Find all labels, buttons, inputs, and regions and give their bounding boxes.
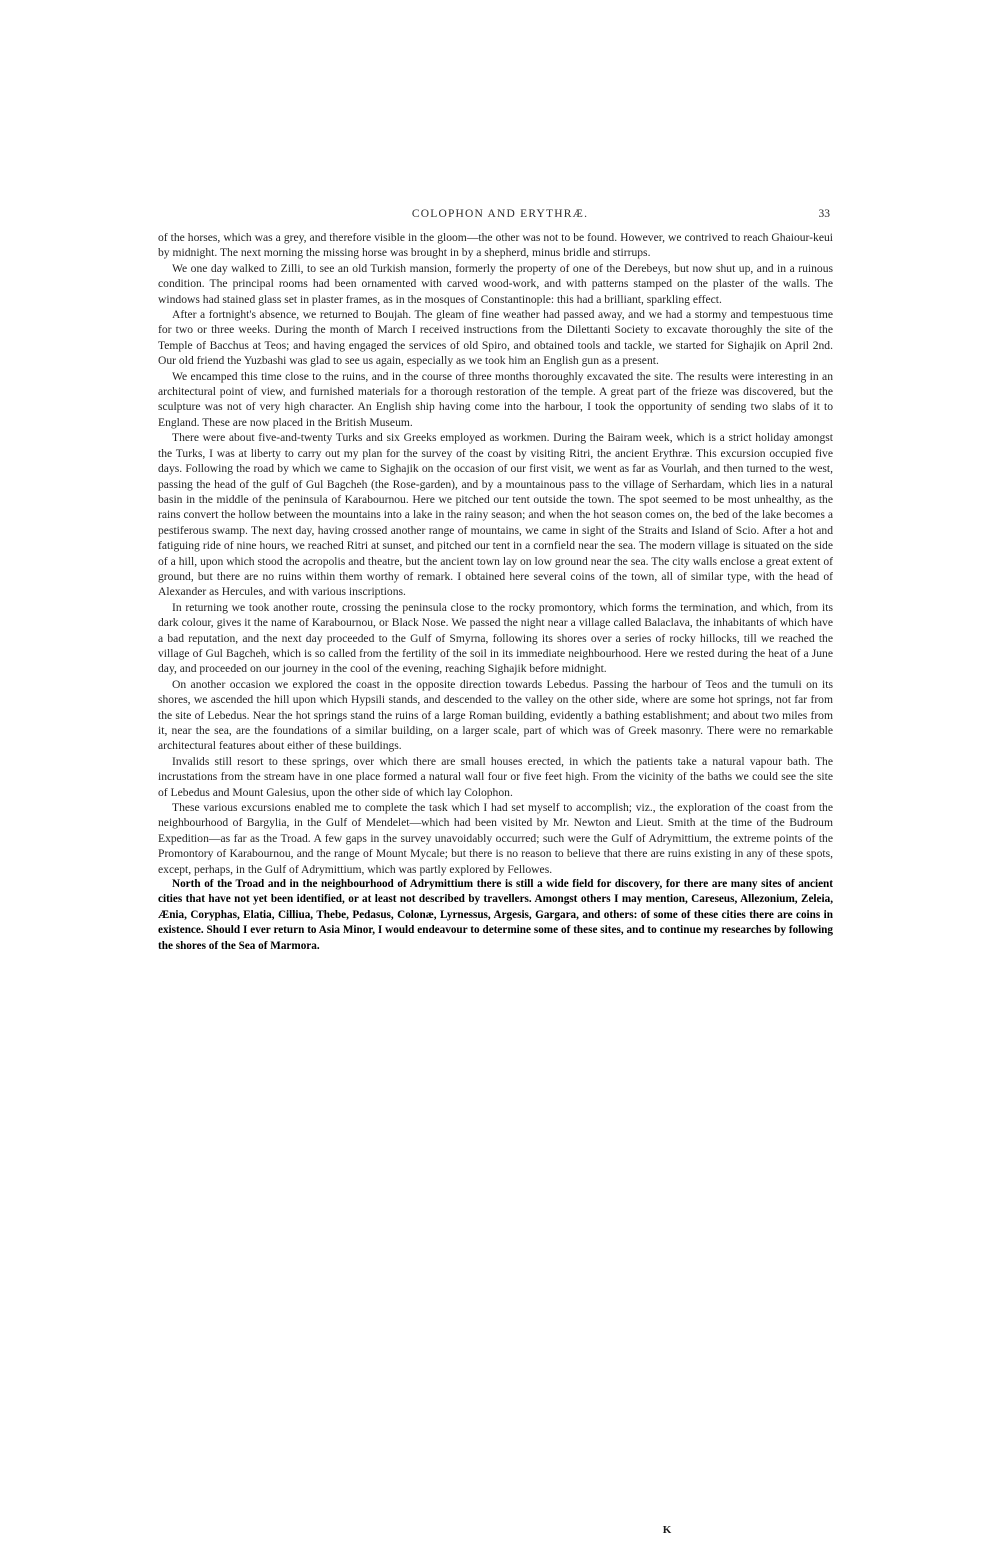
paragraph: North of the Troad and in the neighbourhood of Adrymittium there is still a wide field for discovery, for there are many sites of ancient cities that have not yet been identified, or at least not described by travellers. Amongst others I may mention, Careseus, Allezonium, Zeleia, Ænia, Coryphas, Elatia, Cilliua, Thebe, Pedasus, Colonæ, Lyrnessus, Argesis, Gargara, and others: of some of these cities there are coins in existence. Should I ever return to Asia Minor, I would endeavour to determine some of these sites, and to continue my researches by following the shores of the Sea of Marmora. <box>158 878 833 952</box>
paragraph: Invalids still resort to these springs, over which there are small houses erected, in which the patients take a natural vapour bath. The incrustations from the stream have in one place formed a natural wall four or five feet high. From the vicinity of the baths we could see the site of Lebedus and Mount Galesius, upon the other side of which lay Colophon. <box>158 754 833 799</box>
running-title: COLOPHON AND ERYTHRÆ. <box>411 208 589 220</box>
paragraph: There were about five-and-twenty Turks and six Greeks employed as workmen. During the Bairam week, which is a strict holiday amongst the Turks, I was at liberty to carry out my plan for the survey of the coast by visiting Ritri, the ancient Erythræ. This excursion occupied five days. Following the road by which we came to Sighajik on the occasion of our first visit, we went as far as Vourlah, and then turned to the west, passing the head of the gulf of Gul Bagcheh (the Rose-garden), and by a mountainous pass to the village of Serhardam, which lies in a natural basin in the middle of the peninsula of Karabournou. Here we pitched our tent outside the town. The spot seemed to be most unhealthy, as the rains convert the hollow between the mountains into a lake in the rainy season; and when the hot season comes on, the bed of the lake becomes a pestiferous swamp. The next day, having crossed another range of mountains, we came in sight of the Straits and Island of Scio. After a hot and fatiguing ride of nine hours, we reached Ritri at sunset, and pitched our tent in a cornfield near the sea. The modern village is situated on the side of a hill, upon which stood the acropolis and theatre, but the ancient town lay on low ground near the sea. The city walls enclose a great extent of ground, but there are no ruins within them worthy of remark. I obtained here several coins of the town, all of similar type, with the head of Alexander as Hercules, and with various inscriptions. <box>158 431 833 599</box>
body-text <box>158 230 833 954</box>
paragraph: In returning we took another route, crossing the peninsula close to the rocky promontory, which forms the termination, and which, from its dark colour, gives it the name of Karabournou, or Black Nose. We passed the night near a village called Balaclava, the inhabitants of which have a bad reputation, and the next day proceeded to the Gulf of Smyrna, following its shores over a series of rocky hillocks, till we reached the village of Gul Bagcheh, which is so called from the fertility of the soil in its immediate neighbourhood. Here we rested during the heat of a June day, and proceeded on our journey in the cool of the evening, reaching Sighajik before midnight. <box>158 600 833 676</box>
signature-mark: K <box>662 1524 672 1536</box>
paragraph: of the horses, which was a grey, and therefore visible in the gloom—the other was not to be found. However, we contrived to reach Ghaiour-keui by midnight. The next morning the missing horse was brought in by a shepherd, minus bridle and stirrups. <box>158 231 833 260</box>
paragraph: We encamped this time close to the ruins, and in the course of three months thoroughly excavated the site. The results were interesting in an architectural point of view, and furnished materials for a thorough restoration of the temple. A great part of the frieze was discovered, but the sculpture was not of very high character. An English ship having come into the harbour, I took the opportunity of sending two slabs of it to England. These are now placed in the British Museum. <box>158 369 833 429</box>
page-number: 33 <box>818 208 830 220</box>
paragraph: After a fortnight's absence, we returned to Boujah. The gleam of fine weather had passed away, and we had a stormy and tempestuous time for two or three weeks. During the month of March I received instructions from the Dilettanti Society to excavate thoroughly the site of the Temple of Bacchus at Teos; and having engaged the services of old Spiro, and obtained tools and tackle, we started for Sighajik on April 2nd. Our old friend the Yuzbashi was glad to see us again, especially as we took him an English gun as a present. <box>158 308 833 368</box>
paragraph: On another occasion we explored the coast in the opposite direction towards Lebedus. Passing the harbour of Teos and the tumuli on its shores, we ascended the hill upon which Hypsili stands, and descended to the valley on the other side, where are some hot springs, not far from the site of Lebedus. Near the hot springs stand the ruins of a large Roman building, evidently a bathing establishment; and about two miles from it, near the sea, are the foundations of a similar building, on a larger scale, part of which was of Greek masonry. There were no remarkable architectural features about either of these buildings. <box>158 677 833 753</box>
paragraph: We one day walked to Zilli, to see an old Turkish mansion, formerly the property of one of the Derebeys, but now shut up, and in a ruinous condition. The principal rooms had been ornamented with carved wood-work, and with patterns stamped on the plaster of the walls. The windows had stained glass set in plaster frames, as in the mosques of Constantinople: this had a brilliant, sparkling effect. <box>158 261 833 306</box>
paragraph: These various excursions enabled me to complete the task which I had set myself to accomplish; viz., the exploration of the coast from the neighbourhood of Bargylia, in the Gulf of Mendelet—which had been visited by Mr. Newton and Lieut. Smith at the time of the Budroum Expedition—as far as the Troad. A few gaps in the survey unavoidably occurred; such were the Gulf of Adrymittium, the extreme points of the Promontory of Karabournou, and the range of Mount Mycale; but there is no reason to believe that there are ruins existing in any of these spots, except, perhaps, in the Gulf of Adrymittium, which was partly explored by Fellowes. <box>158 801 833 876</box>
